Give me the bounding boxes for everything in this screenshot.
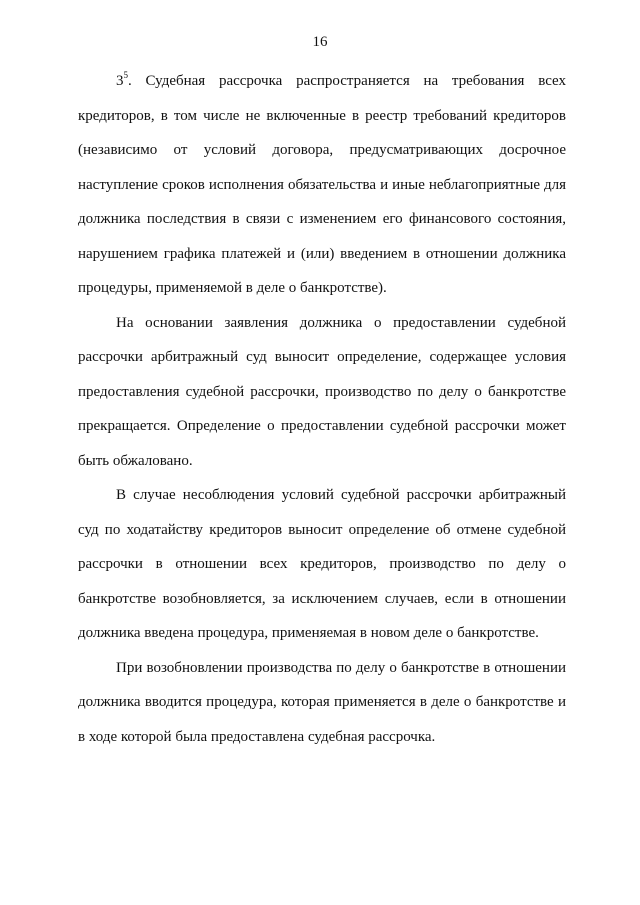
paragraph-text: . Судебная рассрочка распространяется на требования всех кредиторов, в том числе не включенные в реестр требований кредиторов (независимо от условий договора, предусматривающих досрочное наступление сроков исполнения обязательства и иные неблагоприятные для должника последствия в связи с изменением его финансового состояния, нарушением графика платежей и (или) введением в отношении должника процедуры, применяемой в деле о банкротстве). <box>78 73 566 296</box>
paragraph-marker-superscript: 5 <box>123 70 128 80</box>
paragraph-1 <box>78 64 566 306</box>
paragraph-marker: 3 <box>116 73 124 89</box>
paragraph-2: На основании заявления должника о предоставлении судебной рассрочки арбитражный суд выносит определение, содержащее условия предоставления судебной рассрочки, производство по делу о банкротстве прекращается. Определение о предоставлении судебной рассрочки может быть обжаловано. <box>78 314 566 469</box>
paragraph-4: При возобновлении производства по делу о банкротстве в отношении должника вводится процедура, которая применяется в деле о банкротстве и в ходе которой была предоставлена судебная рассрочка. <box>78 659 566 745</box>
page-number: 16 <box>312 34 328 50</box>
paragraph-3: В случае несоблюдения условий судебной рассрочки арбитражный суд по ходатайству кредиторов выносит определение об отмене судебной рассрочки в отношении всех кредиторов, производство по делу о банкротстве возобновляется, за исключением случаев, если в отношении должника введена процедура, применяемая в новом деле о банкротстве. <box>78 487 566 641</box>
document-body <box>78 64 566 754</box>
